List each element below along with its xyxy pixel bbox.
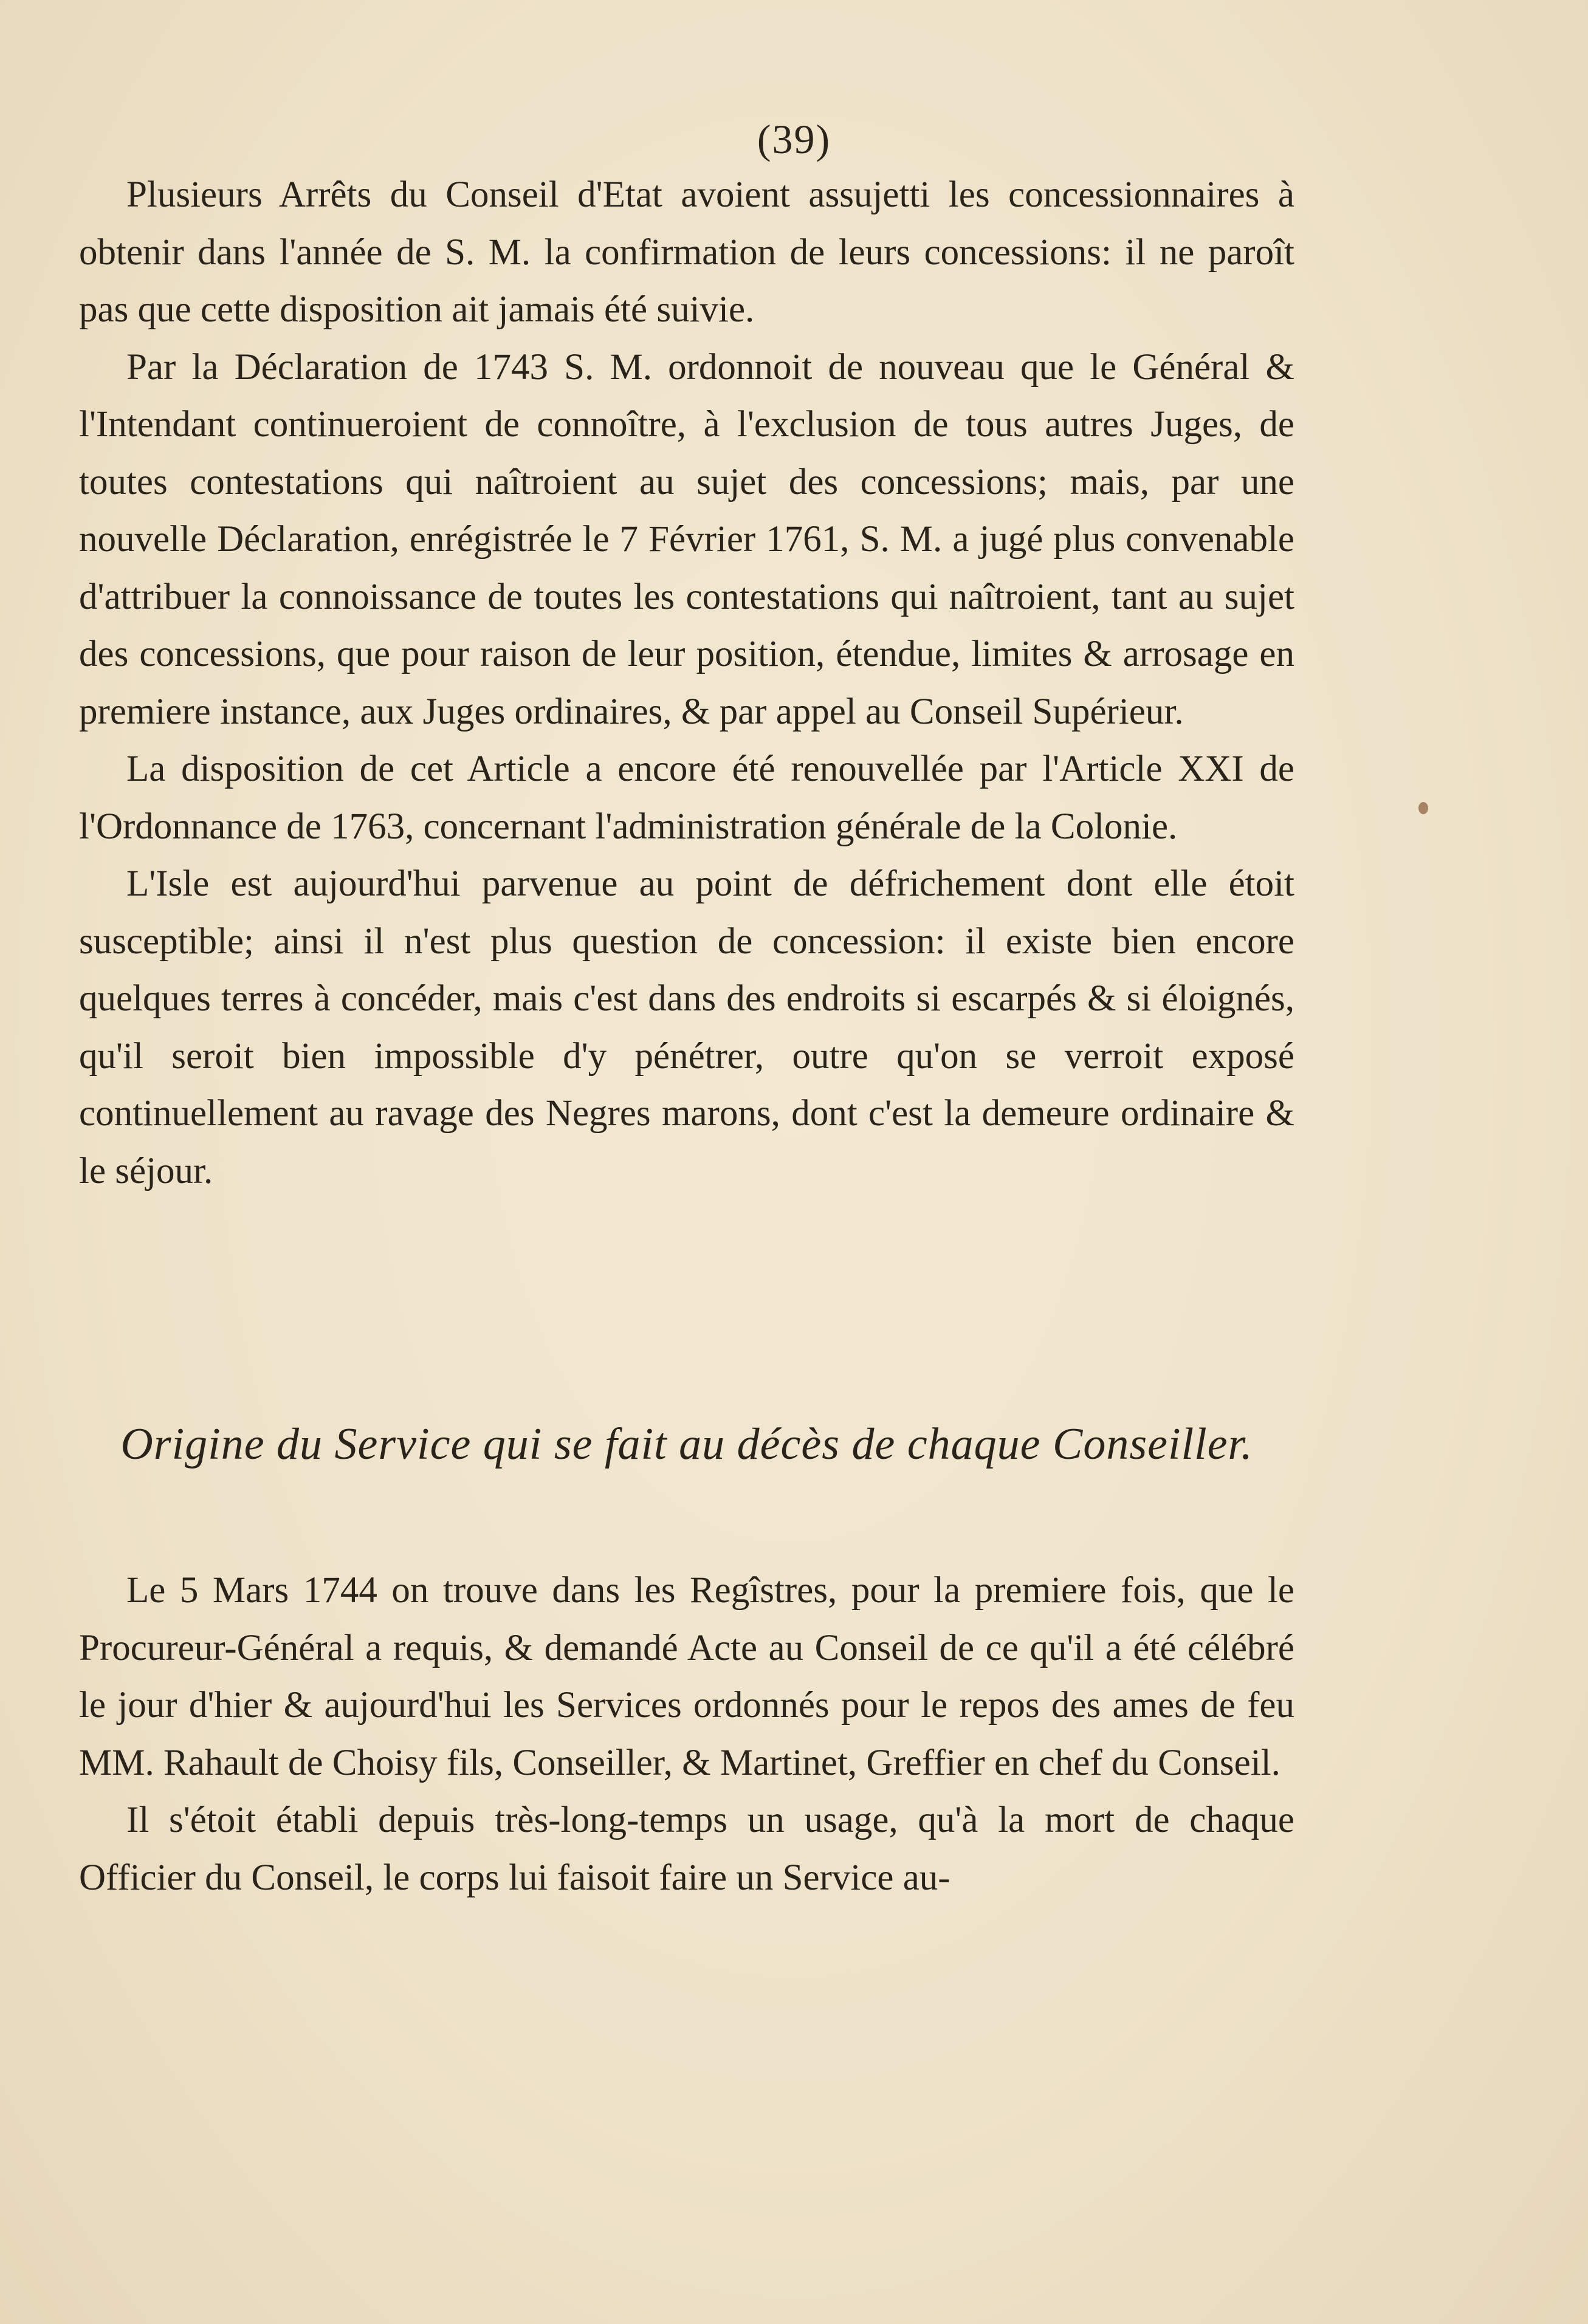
paragraph: Plusieurs Arrêts du Conseil d'Etat avoient assujetti les concessionnaires à obtenir dans l'année de S. M. la confirmation de leurs concessions: il ne paroît pas que cette disposition ait jamais été suivie. xyxy=(79,174,1294,330)
paragraph: Il s'étoit établi depuis très-long-temps un usage, qu'à la mort de chaque Officier du Conseil, le corps lui faisoit faire un Service au- xyxy=(79,1800,1294,1898)
section-heading: Origine du Service qui se fait au décès de chaque Conseiller. xyxy=(120,1419,1253,1469)
text-block-concessions xyxy=(79,166,1294,1200)
paragraph: Le 5 Mars 1744 on trouve dans les Regîstres, pour la premiere fois, que le Procureur-Général a requis, & demandé Acte au Conseil de ce qu'il a été célébré le jour d'hier & aujourd'hui les Services ordonnés pour le repos des ames de feu MM. Rahault de Choisy fils, Conseiller, & Martinet, Greffier en chef du Conseil. xyxy=(79,1570,1294,1783)
paragraph: L'Isle est aujourd'hui parvenue au point de défrichement dont elle étoit susceptible; ainsi il n'est plus question de concession: il existe bien encore quelques terres à concéder, mais c'est dans des endroits si escarpés & si éloignés, qu'il seroit bien impossible d'y pénétrer, outre qu'on se verroit exposé continuellement au ravage des Negres marons, dont c'est la demeure ordinaire & le séjour. xyxy=(79,863,1294,1191)
text-block-service xyxy=(79,1562,1294,1907)
ink-stain xyxy=(1418,802,1428,814)
paragraph: Par la Déclaration de 1743 S. M. ordonnoit de nouveau que le Général & l'Intendant continueroient de connoître, à l'exclusion de tous autres Juges, de toutes contestations qui naîtroient au sujet des concessions; mais, par une nouvelle Déclaration, enrégistrée le 7 Février 1761, S. M. a jugé plus convenable d'attribuer la connoissance de toutes les contestations qui naîtroient, tant au sujet des concessions, que pour raison de leur position, étendue, limites & arrosage en premiere instance, aux Juges ordinaires, & par appel au Conseil Supérieur. xyxy=(79,346,1294,732)
page-number: (39) xyxy=(757,116,831,162)
paragraph: La disposition de cet Article a encore été renouvellée par l'Article XXI de l'Ordonnance de 1763, concernant l'administration générale de la Colonie. xyxy=(79,749,1294,847)
